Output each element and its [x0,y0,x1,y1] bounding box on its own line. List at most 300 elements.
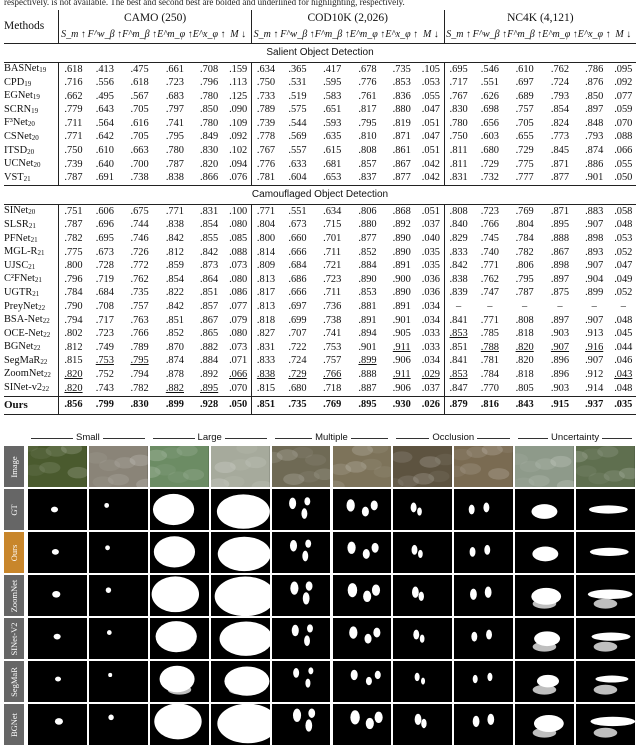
metric-value: .738 [323,314,342,326]
metric-value: .820 [515,355,534,367]
mask-image [576,575,635,616]
mask-image [454,661,513,702]
methods-header: Methods [4,20,45,33]
metric-value: .913 [585,328,604,340]
mask-image [150,704,209,745]
row-label: Ours [4,532,24,573]
metric-value: .616 [130,117,149,129]
metric-value: .723 [480,205,499,217]
method-name: $VST_{21}$ [4,171,31,183]
metric-value: .895 [350,396,386,414]
metric-value: .877 [550,172,570,184]
metric-value: .695 [444,63,473,77]
metric-value: .838 [165,219,184,231]
metric-value: .109 [229,117,248,129]
qualitative-figure [4,431,636,746]
metric-value: .762 [480,273,499,285]
mask-image [89,661,148,702]
metric-value: .681 [323,158,342,170]
metric-value: .815 [59,355,88,369]
metric-value: .881 [358,301,377,312]
metric-header: S_m ↑ [251,27,280,44]
metric-value: .719 [95,273,114,285]
metric-value: .831 [444,172,473,186]
metric-value: .799 [88,396,122,414]
group-label: Large [149,431,271,445]
metric-value: .684 [95,287,114,299]
mask-image [515,489,574,530]
metric-value: .070 [614,117,633,129]
metric-value: .891 [392,301,411,312]
mask-image [576,618,635,659]
metric-value: .892 [392,219,411,231]
metric-value: .779 [59,104,88,118]
mask-image [89,575,148,616]
metric-value: .794 [130,368,149,380]
metric-value: .037 [421,219,440,231]
metric-value: .744 [130,219,149,231]
metric-value: .794 [59,314,88,328]
metric-value: .073 [229,260,248,272]
metric-value: .818 [515,368,534,380]
metric-value: .880 [358,219,377,231]
metric-value: .567 [130,90,149,102]
metric-value: .051 [421,205,440,217]
metric-value: .705 [130,104,149,116]
metric-value: .033 [421,341,440,353]
metric-value: .666 [288,287,307,299]
metric-value: .890 [392,233,411,245]
metric-value: .911 [392,341,411,353]
metric-value: .034 [421,301,440,312]
mask-image [454,489,513,530]
metric-value: .888 [550,233,570,245]
metric-value: .874 [165,355,184,367]
metric-value: .546 [480,63,499,75]
method-name: SINet-$v2_{22}$ [4,382,50,394]
metric-header: F^w_β ↑ [280,28,315,40]
metric-value: .762 [130,273,149,285]
metric-value: .851 [251,396,280,414]
metric-value: .870 [165,341,184,353]
mask-image [150,575,209,616]
metric-value: .059 [614,104,633,116]
metric-value: .813 [251,301,280,315]
metric-value: .818 [251,314,280,328]
metric-value: .626 [480,90,499,102]
mask-image [515,575,574,616]
metric-value: .899 [157,396,193,414]
metric-header: S_m ↑ [444,27,473,44]
metric-value: .838 [165,172,184,184]
metric-value: .735 [130,287,149,299]
metric-value: .796 [59,273,88,287]
metric-value: .715 [323,219,342,231]
metric-value: .086 [229,287,248,299]
metric-value: – [620,301,626,312]
metric-value: .643 [95,104,114,116]
metric-value: .906 [392,355,411,367]
metric-value: .871 [550,158,570,170]
method-name: PFNet$_{21}$ [4,232,38,244]
group-labels [27,431,636,445]
metric-value: .058 [614,205,633,217]
metric-value: .763 [130,314,149,326]
metric-value: .848 [585,117,604,129]
method-name: Ours [4,396,59,414]
metric-value: .776 [251,158,280,172]
metric-value: .851 [200,287,219,299]
table-row [4,172,636,186]
metric-value: .701 [323,233,342,245]
mask-image [211,704,270,745]
metric-value: .787 [59,172,88,186]
mask-image [454,532,513,573]
mask-image [150,532,209,573]
metric-value: .907 [585,219,604,231]
metric-value: .733 [251,90,280,104]
metric-value: .088 [229,246,248,258]
metric-value: .901 [358,341,377,353]
metric-value: .766 [480,219,499,231]
metric-value: .861 [392,145,411,157]
metric-value: .689 [515,90,534,102]
mask-image [454,704,513,745]
mask-image [150,661,209,702]
metric-value: .105 [421,63,440,75]
metric-value: .781 [251,172,280,186]
table-row [4,301,636,315]
table-row [4,219,636,233]
table-row [4,328,636,342]
method-name: ZoomNet$_{22}$ [4,368,51,380]
metric-header: F^w_β ↑ [87,28,123,40]
method-name: BGNet$_{22}$ [4,341,41,353]
metric-value: .053 [421,77,440,89]
metric-value: .697 [288,301,307,312]
metric-value: .893 [585,246,604,258]
metric-value: .721 [323,260,342,272]
metric-value: .035 [421,260,440,272]
metric-value: .633 [288,158,307,170]
mask-image [333,618,392,659]
metric-value: .780 [444,117,473,131]
mask-image [28,575,87,616]
metric-value: .066 [229,368,248,380]
metric-value: .837 [358,172,377,184]
metric-header: M ↓ [422,28,439,40]
metric-value: .817 [251,287,280,301]
metric-value: .905 [392,328,411,340]
metric-value: .812 [165,246,184,258]
method-name: $SCRN_{19}$ [4,103,39,115]
metric-value: .033 [421,328,440,340]
table-row [4,90,636,104]
metric-value: .102 [229,145,248,157]
metric-value: .777 [515,172,534,184]
method-name: $UGTR_{21}$ [4,286,40,298]
metric-value: .365 [288,63,307,75]
metric-value: .771 [59,131,88,145]
metric-value: .782 [59,233,88,247]
metric-value: .080 [229,219,248,231]
metric-value: .750 [59,145,88,159]
metric-value: .746 [130,233,149,245]
metric-value: .930 [385,396,418,414]
metric-value: .898 [585,233,604,245]
metric-value: .887 [358,382,377,394]
metric-value: .854 [550,104,570,116]
metric-value: .866 [200,172,219,184]
metric-value: .891 [358,314,377,326]
metric-value: .051 [421,117,440,129]
mask-image [272,532,331,573]
table-row [4,117,636,131]
metric-value: .811 [444,158,473,172]
metric-value: .884 [358,260,377,272]
metric-value: .159 [229,63,248,75]
metric-value: .735 [392,63,411,75]
metric-value: .867 [550,246,570,258]
metric-value: .071 [229,355,248,367]
metric-value: .048 [614,314,633,326]
metric-value: .653 [323,172,342,184]
table-row [4,260,636,274]
metric-value: .853 [444,328,473,342]
table-row [4,314,636,328]
metric-value: .691 [95,172,114,184]
metric-value: .666 [288,246,307,258]
metric-header: F^m_β ↑ [507,28,543,40]
mask-image [333,532,392,573]
metric-value: .708 [200,63,219,75]
metric-value: .048 [614,219,633,231]
table-row [4,63,636,77]
metric-value: .564 [95,117,114,129]
input-image [454,446,513,487]
metric-value: .820 [200,158,219,170]
metric-header: E^m_φ ↑ [542,28,578,40]
mask-image [454,575,513,616]
metric-value: .853 [392,77,411,89]
metric-value: .888 [358,368,377,380]
input-image [150,446,209,487]
caption: respectively. is not available. The best and second best are bolded and underlined for highlighting, respectively. [4,0,405,7]
input-image [89,446,148,487]
table-row [4,273,636,287]
metric-value: .886 [585,158,604,170]
mask-image [515,661,574,702]
metric-value: .569 [288,131,307,143]
metric-value: .787 [515,287,534,299]
metric-value: .036 [421,287,440,299]
method-name: $UJSC_{21}$ [4,259,36,271]
metric-value: .726 [130,246,149,258]
metric-header: S_m ↑ [59,27,88,44]
mask-image [272,618,331,659]
metric-value: .899 [585,287,604,299]
metric-value: .897 [550,314,570,326]
metric-value: .786 [585,63,604,75]
row-label: Image [4,446,24,487]
metric-value: .901 [585,172,604,184]
metric-value: .898 [550,260,570,272]
metric-value: – [591,301,597,312]
mask-image [576,489,635,530]
metric-value: .900 [392,273,411,285]
metric-value: .822 [165,287,184,299]
mask-image [272,661,331,702]
metric-value: .857 [358,158,377,170]
metric-value: – [522,301,528,312]
method-name: OCE-Net$_{22}$ [4,327,51,339]
section-label: Salient Object Detection [4,44,636,63]
metric-value: .811 [444,145,473,159]
metric-value: .092 [229,131,248,143]
method-name: $SLSR_{21}$ [4,218,36,230]
table-row [4,158,636,172]
metric-value: .618 [130,77,149,89]
metric-value: .699 [288,314,307,326]
method-name: C²FNet$_{21}$ [4,273,42,285]
metric-value: .604 [288,172,307,184]
metric-value: .711 [323,287,342,299]
metric-value: .531 [288,77,307,89]
metric-value: .899 [358,355,377,367]
metric-value: .882 [200,341,219,353]
metric-value: .743 [95,382,114,394]
metric-value: .915 [542,396,578,414]
metric-value: .035 [421,246,440,258]
metric-value: .042 [421,158,440,170]
metric-value: .800 [251,233,280,247]
input-image [576,446,635,487]
mask-image [28,661,87,702]
metric-value: .050 [614,172,633,184]
metric-value: .907 [585,355,604,367]
metric-value: .854 [200,219,219,231]
metric-value: .904 [585,273,604,285]
metric-header: M ↓ [615,28,632,40]
table-row [4,131,636,145]
mask-image [28,704,87,745]
metric-value: .048 [614,382,633,394]
metric-value: .896 [550,368,570,380]
metric-value: .880 [392,104,411,116]
metric-value: .782 [515,246,534,258]
metric-value: .495 [95,90,114,102]
metric-value: .094 [229,158,248,170]
metric-header: M ↓ [230,28,247,40]
dataset-cod10k: COD10K (2,026) [251,10,444,27]
metric-value: .757 [323,355,342,367]
mask-image [515,618,574,659]
table-row [4,246,636,260]
metric-value: .741 [323,328,342,340]
metric-value: .035 [611,396,636,414]
metric-header: E^x_φ ↑ [577,28,611,40]
metric-value: .736 [323,301,342,312]
row-label: ZoomNet [4,575,24,616]
metric-value: .662 [59,90,88,104]
metric-value: .796 [200,77,219,89]
results-table [4,10,636,415]
metric-value: .859 [165,260,184,272]
metric-value: .723 [165,77,184,89]
metric-value: .907 [550,341,570,353]
metric-value: .873 [200,260,219,272]
metric-value: .784 [59,287,88,301]
metric-value: .673 [288,219,307,231]
metric-value: .767 [444,90,473,104]
mask-image [150,618,209,659]
metric-header: E^x_φ ↑ [192,28,226,40]
metric-value: .634 [323,205,342,217]
metric-value: .795 [358,117,377,129]
metric-value: .593 [323,117,342,129]
metric-value: .843 [507,396,542,414]
metric-value: .867 [392,158,411,170]
metric-value: .050 [226,396,252,414]
metric-value: .787 [165,158,184,170]
metric-value: .903 [550,328,570,340]
metric-value: .047 [421,104,440,116]
metric-value: .890 [358,273,377,285]
metric-value: .698 [480,104,499,116]
metric-value: .092 [614,77,633,89]
metric-value: .817 [358,104,377,116]
metric-value: .854 [165,273,184,285]
metric-value: .618 [59,63,88,77]
metric-value: .749 [95,341,114,353]
metric-header: E^m_φ ↑ [349,28,386,40]
metric-value: .820 [515,341,534,353]
metric-value: .897 [550,273,570,285]
table-row [4,287,636,301]
metric-value: .815 [251,382,280,396]
metric-value: .073 [229,341,248,353]
metric-value: .839 [444,287,473,301]
metric-value: .831 [200,205,219,217]
metric-header: F^w_β ↑ [472,28,508,40]
input-image [211,446,270,487]
metric-value: .877 [392,172,411,184]
row-label: SINet-V2 [4,618,24,659]
metric-value: .824 [550,117,570,129]
metric-value: .868 [392,205,411,217]
metric-value: .855 [200,233,219,245]
metric-value: .675 [130,205,149,217]
metric-value: .088 [614,131,633,143]
metric-value: .761 [358,90,377,102]
metric-value: .787 [59,219,88,233]
metric-value: .842 [200,246,219,258]
metric-value: .884 [200,355,219,367]
mask-image [515,704,574,745]
method-name: $ITSD_{20}$ [4,144,35,156]
metric-value: .557 [288,145,307,157]
metric-value: .771 [165,205,184,217]
metric-value: .830 [444,104,473,118]
metric-value: .874 [585,145,604,157]
metric-value: .892 [200,368,219,380]
metric-value: .845 [550,145,570,157]
metric-value: .797 [165,104,184,116]
metric-value: .912 [585,368,604,380]
metric-value: .045 [614,328,633,340]
metric-header: F^m_β ↑ [122,28,158,40]
metric-value: .852 [358,246,377,258]
